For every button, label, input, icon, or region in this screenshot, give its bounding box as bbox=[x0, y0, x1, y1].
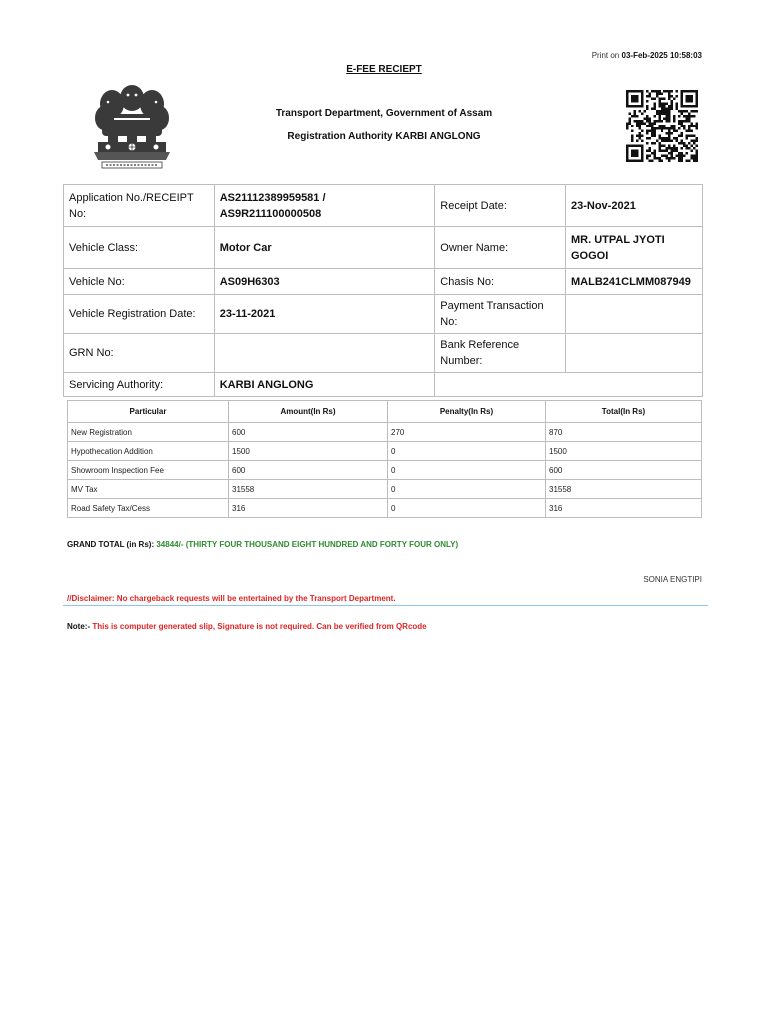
fee-table bbox=[67, 400, 702, 518]
grn-value bbox=[214, 334, 435, 373]
reg-date-label: Vehicle Registration Date: bbox=[64, 295, 215, 334]
vehicle-class-value: Motor Car bbox=[214, 227, 435, 269]
penalty-cell: 0 bbox=[388, 480, 546, 499]
servicing-label: Servicing Authority: bbox=[64, 373, 215, 397]
fee-table-header bbox=[68, 401, 702, 423]
particular-cell: Showroom Inspection Fee bbox=[68, 461, 229, 480]
table-row bbox=[68, 499, 702, 518]
grand-total-value: 34844/- (THIRTY FOUR THOUSAND EIGHT HUNDRED AND FORTY FOUR ONLY) bbox=[156, 540, 459, 549]
owner-name-value: MR. UTPAL JYOTI GOGOI bbox=[566, 227, 703, 269]
qr-code-icon[interactable] bbox=[626, 90, 698, 162]
print-timestamp bbox=[592, 51, 702, 60]
grand-total-label: GRAND TOTAL (in Rs): bbox=[67, 540, 155, 549]
chasis-no-value: MALB241CLMM087949 bbox=[566, 269, 703, 295]
disclaimer-text: //Disclaimer: No chargeback requests will be entertained by the Transport Department. bbox=[67, 594, 396, 603]
total-cell: 1500 bbox=[546, 442, 702, 461]
vehicle-no-label: Vehicle No: bbox=[64, 269, 215, 295]
application-value: AS21112389959581 / AS9R211100000508 bbox=[214, 185, 435, 227]
penalty-cell: 0 bbox=[388, 442, 546, 461]
owner-name-label: Owner Name: bbox=[435, 227, 566, 269]
vehicle-class-label: Vehicle Class: bbox=[64, 227, 215, 269]
total-cell: 31558 bbox=[546, 480, 702, 499]
note bbox=[67, 622, 427, 631]
document-title: E-FEE RECIEPT bbox=[346, 64, 422, 75]
state-emblem-icon bbox=[84, 80, 180, 172]
department-name: Transport Department, Government of Assam bbox=[275, 108, 493, 119]
table-row bbox=[68, 442, 702, 461]
particular-cell: MV Tax bbox=[68, 480, 229, 499]
particular-cell: Hypothecation Addition bbox=[68, 442, 229, 461]
col-particular: Particular bbox=[68, 401, 229, 423]
payment-txn-value bbox=[566, 295, 703, 334]
grand-total bbox=[67, 540, 458, 549]
amount-cell: 600 bbox=[229, 461, 388, 480]
table-row bbox=[68, 480, 702, 499]
print-datetime: 03-Feb-2025 10:58:03 bbox=[621, 51, 702, 60]
note-text: This is computer generated slip, Signature is not required. Can be verified from QRcode bbox=[92, 622, 427, 631]
penalty-cell: 270 bbox=[388, 423, 546, 442]
penalty-cell: 0 bbox=[388, 461, 546, 480]
amount-cell: 316 bbox=[229, 499, 388, 518]
particular-cell: Road Safety Tax/Cess bbox=[68, 499, 229, 518]
receipt-date-value: 23-Nov-2021 bbox=[566, 185, 703, 227]
registration-authority: Registration Authority KARBI ANGLONG bbox=[287, 131, 481, 142]
empty-cell bbox=[435, 373, 703, 397]
bank-ref-label: Bank Reference Number: bbox=[435, 334, 566, 373]
amount-cell: 1500 bbox=[229, 442, 388, 461]
vehicle-no-value: AS09H6303 bbox=[214, 269, 435, 295]
payment-txn-label: Payment Transaction No: bbox=[435, 295, 566, 334]
servicing-value: KARBI ANGLONG bbox=[214, 373, 435, 397]
penalty-cell: 0 bbox=[388, 499, 546, 518]
total-cell: 316 bbox=[546, 499, 702, 518]
receipt-info-table bbox=[63, 184, 703, 397]
col-total: Total(In Rs) bbox=[546, 401, 702, 423]
grn-label: GRN No: bbox=[64, 334, 215, 373]
total-cell: 600 bbox=[546, 461, 702, 480]
amount-cell: 600 bbox=[229, 423, 388, 442]
receipt-date-label: Receipt Date: bbox=[435, 185, 566, 227]
table-row bbox=[68, 423, 702, 442]
col-penalty: Penalty(In Rs) bbox=[388, 401, 546, 423]
amount-cell: 31558 bbox=[229, 480, 388, 499]
reg-date-value: 23-11-2021 bbox=[214, 295, 435, 334]
table-row bbox=[68, 461, 702, 480]
divider bbox=[63, 605, 708, 606]
bank-ref-value bbox=[566, 334, 703, 373]
print-label: Print on bbox=[591, 51, 620, 60]
col-amount: Amount(In Rs) bbox=[229, 401, 388, 423]
particular-cell: New Registration bbox=[68, 423, 229, 442]
signatory-name: SONIA ENGTIPI bbox=[643, 575, 702, 584]
chasis-no-label: Chasis No: bbox=[435, 269, 566, 295]
total-cell: 870 bbox=[546, 423, 702, 442]
note-label: Note:- bbox=[67, 622, 91, 631]
application-label: Application No./RECEIPT No: bbox=[64, 185, 215, 227]
